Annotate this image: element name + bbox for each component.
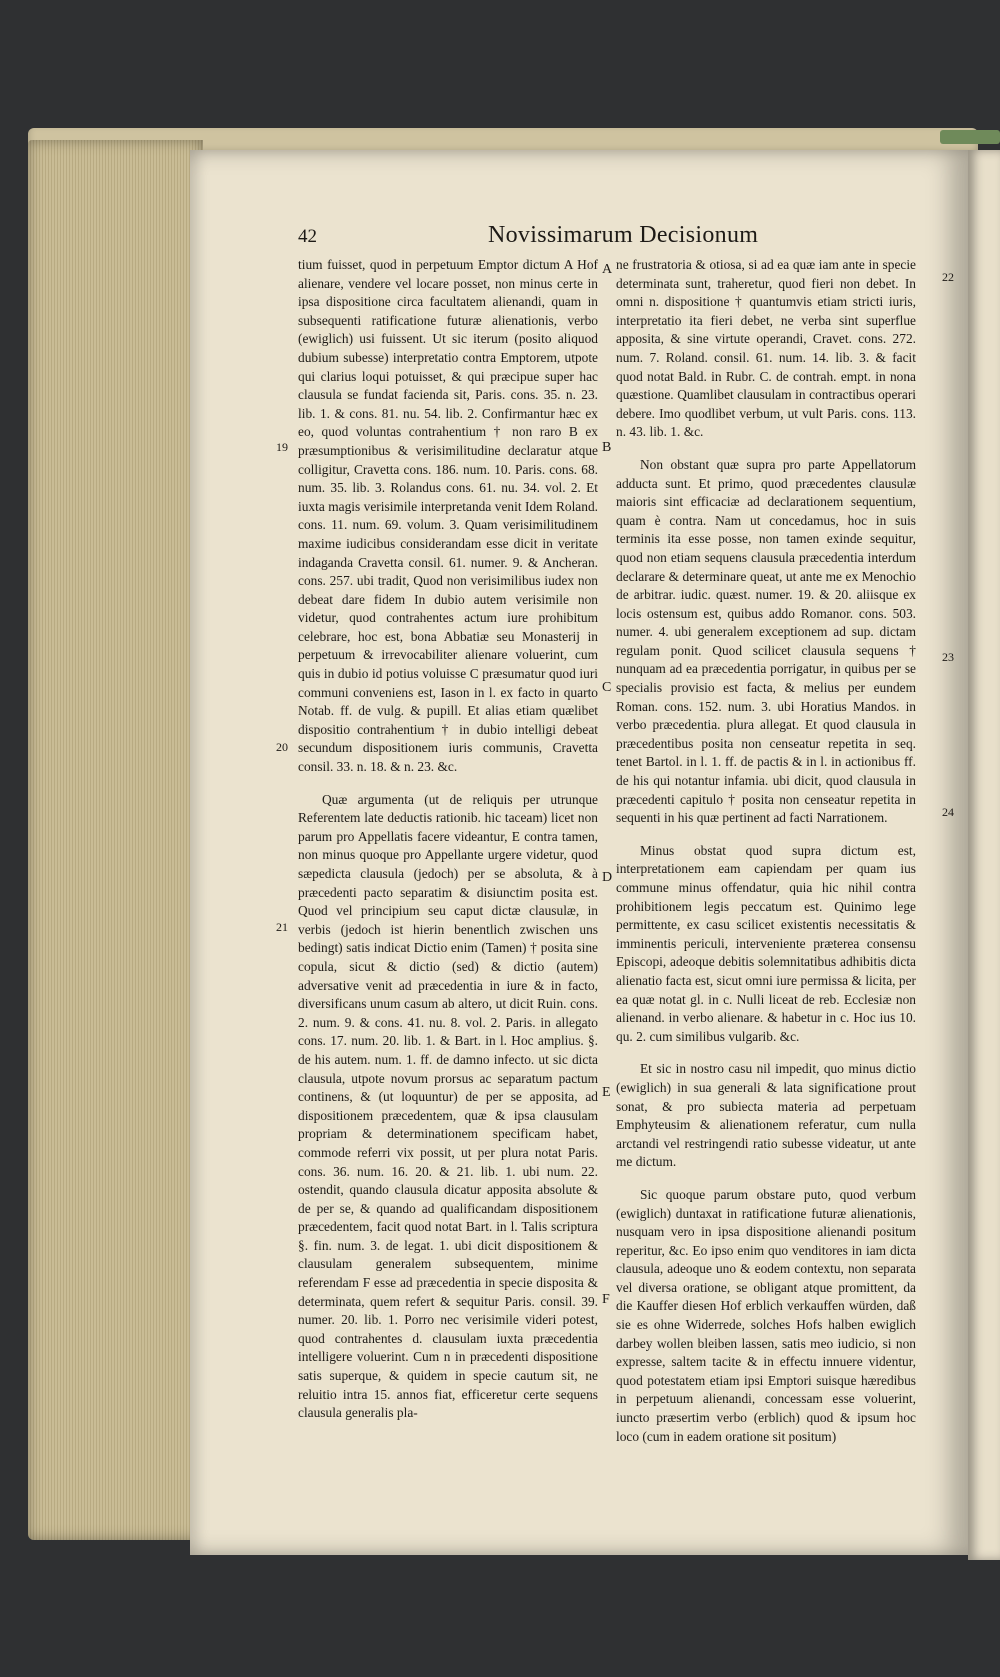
margin-letter-b: B xyxy=(602,440,612,455)
side-number-24: 24 xyxy=(942,805,954,819)
ribbon-marker xyxy=(940,130,1000,144)
side-number-22: 22 xyxy=(942,270,954,284)
right-paragraph-3: Minus obstat quod supra dictum est, interpretationem eam capiendam per quam ius commune minus offendatur, quia hic nihil contra prohibitionem legis peccatum est. Quinimo lege permittente, ex casu scilicet existentis necessitatis & imminentis periculi, interveniente præterea consensu Episcopi, adeoque debitis solemnitatibus adhibitis dicta alienatio facta est, sicut omni iure permissa & licita, per ea quæ notat gl. in c. Nulli liceat de reb. Ecclesiæ non alienand. in verbo alienare. & habetur in c. Hoc ius 10. qu. 2. cum similibus vulgarib. &c. xyxy=(616,842,916,1044)
margin-letter-a: A xyxy=(602,262,613,277)
margin-letter-d: D xyxy=(602,870,613,885)
left-column xyxy=(298,256,598,1423)
page-header xyxy=(190,222,950,252)
right-paragraph-1: ne frustratoria & otiosa, si ad ea quæ iam ante in specie determinata sunt, traheretur, quod fieri non debet. In omni n. dispositione † quantumvis etiam stricti iuris, interpretatio ita fieri debet, ne verba sint superflue apposita, & sine virtute operandi, Cravet. cons. 272. num. 7. Roland. consil. 61. num. 14. lib. 3. & facit quod notat Bald. in Rubr. C. de contrah. empt. in nona quæstione. Quamlibet clausulam in contractibus operari debere. Imo quodlibet verbum, ut vult Paris. cons. 113. n. 43. lib. 1. &c. xyxy=(616,257,916,440)
margin-letter-e: E xyxy=(602,1085,611,1100)
right-paragraph-2: Non obstant quæ supra pro parte Appellatorum adducta sunt. Et primo, quod præcedentes clausulæ maioris sint efficaciæ ad declarationem sequentium, quam è contra. Nam ut concedamus, hoc in suis terminis ita esse posse, non tamen exinde sequitur, quod non etiam sequens clausula præcedentia interdum declarare & determinare queat, ut ante me ex Menochio de arbitrar. iudic. quæst. numer. 19. & 20. aliisque ex locis ostensum est, quibus addo Romanor. cons. 503. numer. 4. ubi generalem exceptionem ad sup. dictam regulam ponit. Quod scilicet clausula sequens † nunquam ad ea præcedentia porrigatur, in quibus per se specialis provisio est facta, & melius per eundem Roman. cons. 152. num. 3. ubi Horatius Mandos. in verbo præcedentia. plura allegat. Et quod clausula in præcedentibus posita non censeatur repetita in seq. tenet Bartol. in l. 1. ff. de pactis & in l. in actionibus ff. de his qui notantur infamia. ubi dicit, quod clausula in præcedenti capitulo † posita non censeatur repetita in sequenti in his quæ pertinent ad facti Narrationem. xyxy=(616,456,916,826)
margin-letter-f: F xyxy=(602,1292,610,1307)
running-title: Novissimarum Decisionum xyxy=(488,222,759,248)
left-paragraph-1: tium fuisset, quod in perpetuum Emptor dictum A Hof alienare, vendere vel locare posset, non minus certe in ipsa dispositione circa facultatem alienandi, quam in subsequenti ratificatione futuræ alienationis, verbo (ewiglich) usi fuissent. Ut sic iterum (posito aliquod dubium subesse) interpretatio contra Emptorem, utpote qui clarius loqui potuisset, & qui præcipue super hac clausula se fundat facienda sit, Paris. cons. 35. n. 23. lib. 1. & cons. 81. nu. 54. lib. 2. Confirmantur hæc ex eo, quod voluntas contrahentium † non raro B ex præsumptionibus & verisimilitudine declaratur atque colligitur, Cravetta cons. 186. num. 10. Paris. cons. 68. num. 35. lib. 3. Rolandus cons. 61. nu. 34. vol. 2. Et iuxta magis verisimile interpretanda venit Idem Roland. cons. 11. num. 69. volum. 3. Quam verisimilitudinem maxime iudicibus considerandam esse dicit in veritate indaganda Cravetta consil. 61. numer. 9. & Ancheran. cons. 257. ubi tradit, Quod non verisimilibus iudex non debeat dare fidem In dubio autem verisimile non videtur, quod contrahentes actum iure prohibitum celebrare, hoc est, bona Abbatiæ seu Monasterij in perpetuum & irrevocabiliter alienare voluerint, cum quis in dubio id potius voluisse C præsumatur quod iuri communi conveniens est, Iason in l. ex facto in quarto Notab. ff. de vulg. & pupill. Et alias etiam quælibet dispositio contrahentium † in dubio intelligi debeat secundum dispositionem iuris communis, Cravetta consil. 33. n. 18. & n. 23. &c. xyxy=(298,257,598,775)
side-number-23: 23 xyxy=(942,650,954,664)
book-page xyxy=(190,150,968,1555)
side-number-19: 19 xyxy=(276,440,288,454)
left-paragraph-2: Quæ argumenta (ut de reliquis per utrunque Referentem late deductis rationib. hic taceam) licet non parum pro Appellatis facere videantur, E contra tamen, non minus quoque pro Appellante urgere videtur, quod sæpedicta clausula (jedoch) per se absoluta, & à præcedenti pacto separatim & disiunctim posita est. Quod vel principium seu caput dictæ clausulæ, in verbis (jedoch ist hierin benentlich zwischen uns bedingt) satis indicat Dictio enim (Tamen) † posita sine copula, sicut & dictio (sed) & dictio (autem) adversative venit ad præcedentia in iure & in facto, diversificans unum casum ab altero, ut dicit Ruin. cons. 2. num. 9. & cons. 41. nu. 8. vol. 2. Paris. in allegato cons. 17. num. 20. lib. 1. & Bart. in l. Hoc amplius. §. de his autem. num. 1. ff. de damno infecto. ut sic dicta clausula, utpote novum prorsus ac separatum pactum continens, & (ut loquuntur) de per se apposita, ad dispositionem præcedentem, quæ & ipsa clausulam propriam & determinationem specificam habet, commode referri vix possit, ut per plura notat Paris. cons. 36. num. 16. 20. & 21. lib. 1. ubi num. 22. ostendit, quando clausula dicatur apposita absolute & de per se, & quando ad qualificandam dispositionem præcedentem, facit quod notat Bart. in l. Talis scriptura §. fin. num. 3. de legat. 1. ubi dicit dispositionem & clausulam generalem subsequentem, minime referendam F esse ad præcedentia in specie disposita & determinata, quem refert & sequitur Paris. consil. 39. numer. 20. lib. 1. Porro nec verisimile videri potest, quod contrahentes d. clausulam iuxta præcedentia intelligere voluerint. Cum n in præcedenti dispositione satis superque, & quidem in specie cautum sit, ne reluitio intra 15. annos fiat, efficeretur certe sequens clausula generalis pla- xyxy=(298,791,598,1421)
right-paragraph-5: Sic quoque parum obstare puto, quod verbum (ewiglich) duntaxat in ratificatione futuræ alienationis, nusquam vero in ipsa dispositione alienandi positum reperitur, &c. Eo ipso enim quo venditores in iam dicta clausula, adeoque uno & eodem contextu, non separata vel diversa oratione, se obligant atque promittent, da die Kauffer diesen Hof erblich verkauffen würden, daß sie es ohne Widerrede, solches Hofs halben ewiglich darbey wollen bleiben lassen, satis meo iudicio, si non expresse, saltem tacite & in effectu innuere videntur, quod potestatem etiam ipsi Emptori suisque hæredibus in perpetuum alienandi, concessam esse voluerint, iuncto præsertim verbo (erblich) quod & ipsum hoc loco (cum in eadem oratione sit positum) xyxy=(616,1186,916,1444)
book-fore-edge xyxy=(28,140,203,1540)
page-number: 42 xyxy=(298,226,317,247)
right-column xyxy=(616,256,916,1446)
margin-letter-c: C xyxy=(602,680,612,695)
right-paragraph-4: Et sic in nostro casu nil impedit, quo minus dictio (ewiglich) in sua generali & lata significatione prout sonat, & pro subiecta materia ad perpetuam Emphyteusim & alienationem referatur, cum nulla arctandi vel restringendi ratio subesse videatur, ut ante me dictum. xyxy=(616,1061,916,1170)
side-number-20: 20 xyxy=(276,740,288,754)
facing-page-edge xyxy=(968,150,1000,1560)
side-number-21: 21 xyxy=(276,920,288,934)
